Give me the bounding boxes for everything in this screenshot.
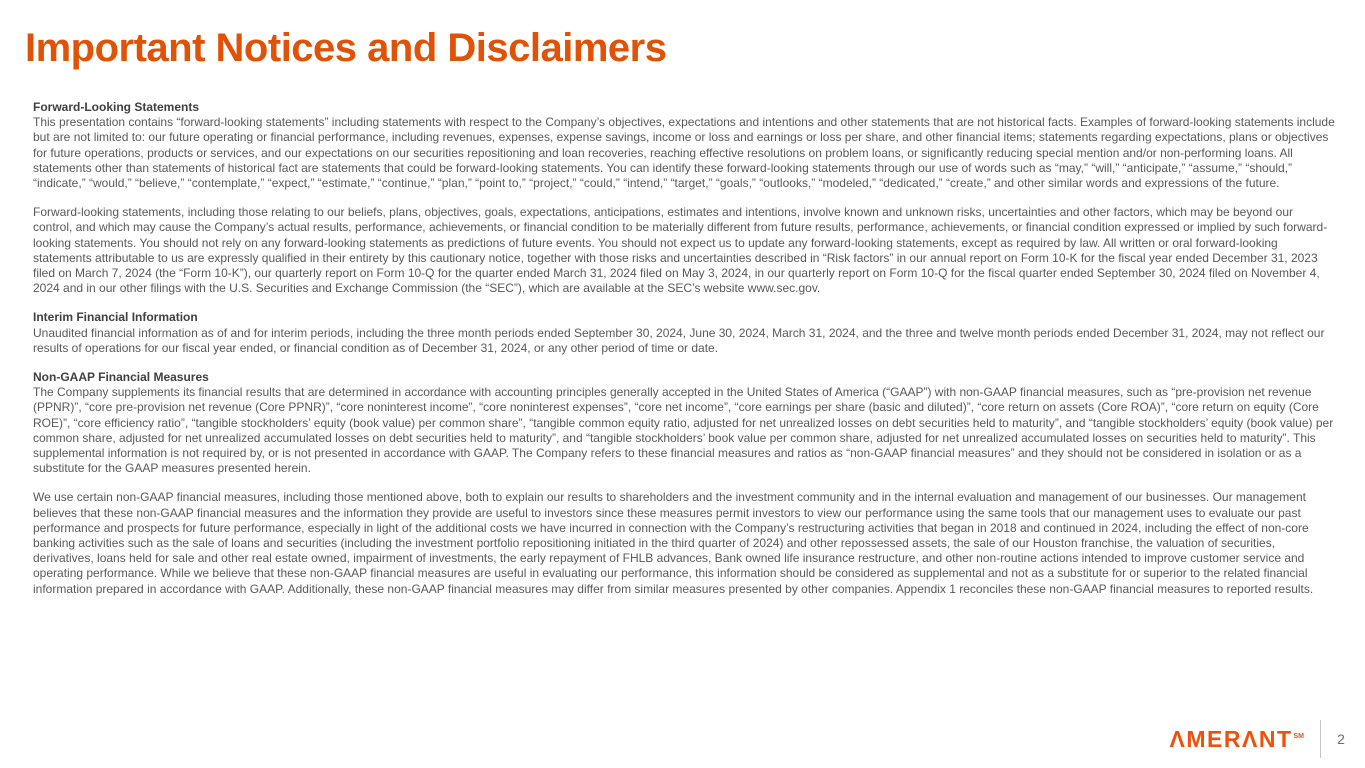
amerant-logo-service-mark: SM <box>1293 732 1304 740</box>
paragraph-forward-looking-2: Forward-looking statements, including those relating to our beliefs, plans, objectives, goals, expectations, anticipations, estimates and intentions, involve known and unknown risks, uncertainties and other factors, which may be beyond our control, and which may cause the Company’s actual results, performance, achievements, or financial condition to be materially different from future results, performance, achievements, or financial condition expressed or implied by such forward-looking statements. You should not rely on any forward-looking statements as predictions of future events. You should not expect us to update any forward-looking statements, except as required by law. All written or oral forward-looking statements attributable to us are expressly qualified in their entirety by this cautionary notice, together with those risks and uncertainties described in “Risk factors” in our annual report on Form 10-K for the fiscal year ended December 31, 2023 filed on March 7, 2024 (the “Form 10-K”), our quarterly report on Form 10-Q for the quarter ended March 31, 2024 filed on May 3, 2024, in our quarterly report on Form 10-Q for the fiscal quarter ended September 30, 2024 filed on November 4, 2024 and in our other filings with the U.S. Securities and Exchange Commission (the “SEC”), which are available at the SEC’s website www.sec.gov. <box>33 205 1328 296</box>
amerant-logo <box>1169 725 1304 752</box>
section-forward-looking-statements <box>33 100 1335 296</box>
paragraph-interim-financial: Unaudited financial information as of and for interim periods, including the three month periods ended September 30, 2024, June 30, 2024, March 31, 2024, and the three and twelve month periods ended December 31, 2024, may not reflect our results of operations for our fiscal year ended, or financial condition as of December 31, 2024, or any other period of time or date. <box>33 325 1325 355</box>
paragraph-non-gaap-2: We use certain non-GAAP financial measures, including those mentioned above, both to explain our results to shareholders and the investment community and in the internal evaluation and management of our businesses. Our management believes that these non-GAAP financial measures and the information they provide are useful to investors since these measures permit investors to view our performance using the same tools that our management uses to evaluate our past performance and prospects for future performance, especially in light of the additional costs we have incurred in connection with the Company’s restructuring activities that began in 2018 and continued in 2024, including the effect of non-core banking activities such as the sale of loans and securities (including the investment portfolio repositioning initiated in the third quarter of 2024) and other repossessed assets, the sale of our Houston franchise, the valuation of securities, derivatives, loans held for sale and other real estate owned, impairment of investments, the early repayment of FHLB advances, Bank owned life insurance restructure, and other non-routine actions intended to improve customer service and operating performance. While we believe that these non-GAAP financial measures are useful in evaluating our performance, this information should be considered as supplemental and not as a substitute for or superior to the related financial information prepared in accordance with GAAP. Additionally, these non-GAAP financial measures may differ from similar measures presented by other companies. Appendix 1 reconciles these non-GAAP financial measures to reported results. <box>33 490 1314 596</box>
page-number: 2 <box>1337 731 1345 747</box>
amerant-logo-wordmark: ΛMERΛNT <box>1169 725 1293 752</box>
section-heading-forward-looking: Forward-Looking Statements <box>33 100 200 114</box>
paragraph-non-gaap-1: The Company supplements its financial results that are determined in accordance with accounting principles generally accepted in the United States of America (“GAAP”) with non-GAAP financial measures, such as “pre-provision net revenue (PPNR)”, “core pre-provision net revenue (Core PPNR)”, “core noninterest income”, “core noninterest expenses”, “core net income”, “core earnings per share (basic and diluted)”, “core return on assets (Core ROA)”, “core return on equity (Core ROE)”, “core efficiency ratio”, “tangible stockholders’ equity (book value) per common share”, “tangible common equity ratio, adjusted for net unrealized losses on debt securities held to maturity”, and “tangible stockholders’ equity (book value) per common share, adjusted for net unrealized accumulated losses on debt securities held to maturity”, and “tangible stockholders’ book value per common share, adjusted for net unrealized accumulated losses on securities held to maturity”. This supplemental information is not required by, or is not presented in accordance with GAAP. The Company refers to these financial measures and ratios as “non-GAAP financial measures” and they should not be considered in isolation or as a substitute for the GAAP measures presented herein. <box>33 385 1334 476</box>
section-heading-interim-financial: Interim Financial Information <box>33 310 198 325</box>
section-non-gaap-financial-measures <box>33 370 1335 597</box>
slide-footer <box>1170 720 1347 758</box>
disclaimer-body <box>33 100 1335 611</box>
paragraph-forward-looking-1: This presentation contains “forward-looking statements” including statements with respect to the Company’s objectives, expectations and intentions and other statements that are not historical facts. Examples of forward-looking statements include but are not limited to: our future operating or financial performance, including revenues, expenses, expense savings, income or loss and earnings or loss per share, and other financial items; statements regarding expectations, plans or objectives for future operations, products or services, and our expectations on our securities repositioning and loan recoveries, reaching effective resolutions on problem loans, or significantly reducing special mention and/or non-performing loans. All statements other than statements of historical fact are statements that could be forward-looking statements. You can identify these forward-looking statements through our use of words such as “may,” “will,” “anticipate,” “assume,” “should,” “indicate,” “would,” “believe,” “contemplate,” “expect,” “estimate,” “continue,” “plan,” “point to,” “project,” “could,” “intend,” “target,” “goals,” “outlooks,” “modeled,” “dedicated,” “create,” and other similar words and expressions of the future. <box>33 115 1335 191</box>
section-interim-financial-information <box>33 310 1335 356</box>
page-title: Important Notices and Disclaimers <box>25 26 667 70</box>
footer-divider <box>1320 720 1321 758</box>
section-heading-non-gaap: Non-GAAP Financial Measures <box>33 370 209 385</box>
